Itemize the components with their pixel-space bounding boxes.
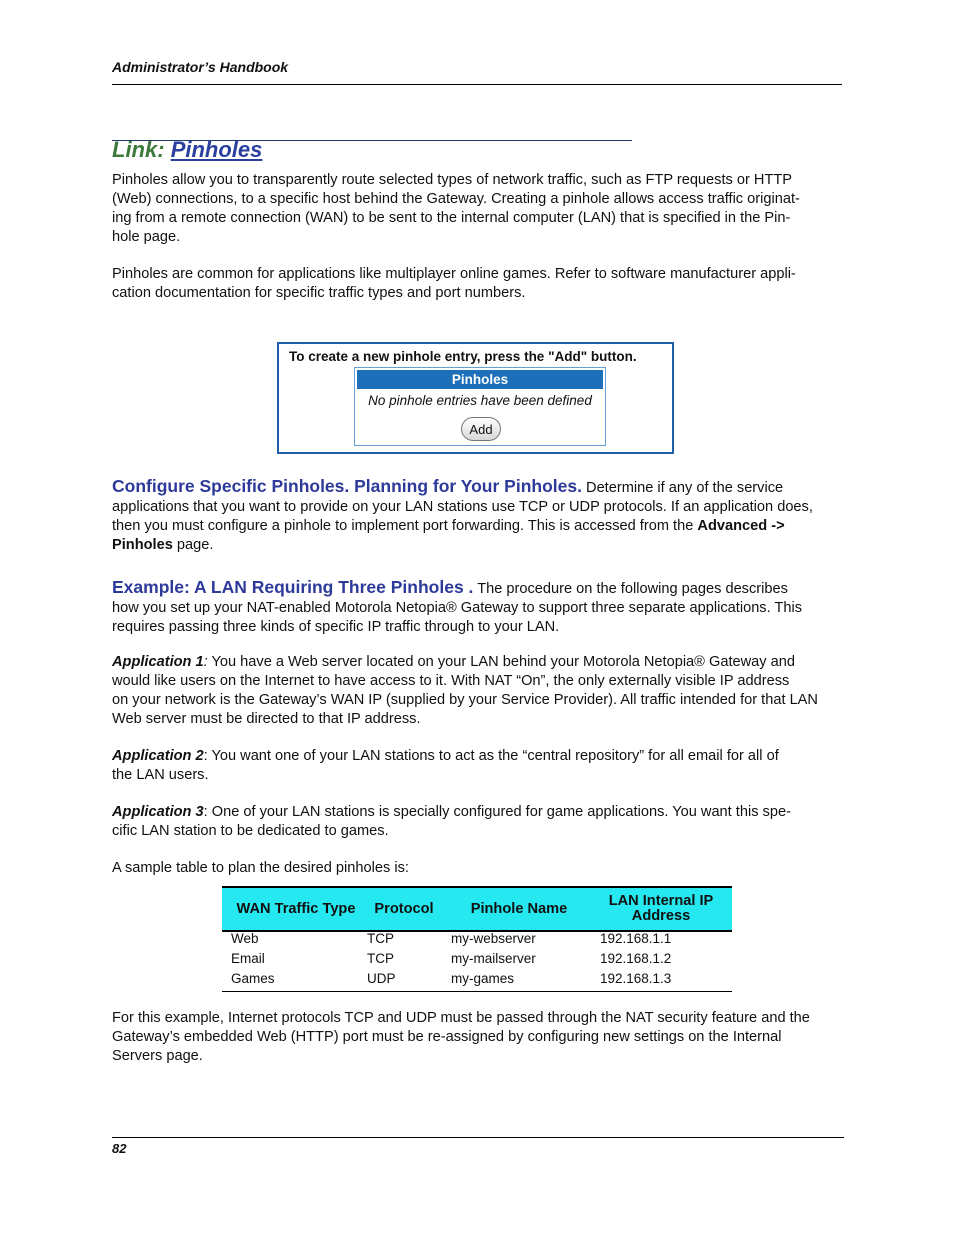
pinholes-table-header: Pinholes (357, 370, 603, 389)
application-1-paragraph: Application 1: You have a Web server located on your LAN behind your Motorola Netopia® Gateway and would like users on the Internet to have access to it. With NAT “On”, the only externally visible IP address on your network is the Gateway’s WAN IP (supplied by your Service Provider). All traffic intended for that LAN Web server must be directed to that IP address. (112, 654, 818, 727)
header-pinhole-name: Pinhole Name (470, 900, 568, 917)
configure-paragraph: Configure Specific Pinholes. Planning for Your Pinholes. Determine if any of the service applications that you want to provide on your LAN stations use TCP or UDP protocols. If an application does, then you must configure a pinhole to implement port forwarding. This is accessed from the Advanced -> Pinholes page. (112, 476, 813, 553)
application-3-paragraph: Application 3: One of your LAN stations is specially configured for game applications. You want this spe- cific LAN station to be dedicated to games. (112, 804, 791, 839)
no-entries-message: No pinhole entries have been defined (368, 393, 592, 408)
title-prefix: Link: (112, 137, 165, 162)
application-2-paragraph: Application 2: You want one of your LAN stations to act as the “central repository” for all email for all of the LAN users. (112, 748, 779, 783)
running-header: Administrator’s Handbook (112, 59, 289, 75)
add-button[interactable]: Add (461, 417, 501, 441)
panel-caption: To create a new pinhole entry, press the "Add" button. (289, 349, 637, 364)
intro-paragraph-2: Pinholes are common for applications like multiplayer online games. Refer to software manufacturer appli- cation documentation for specific traffic types and port numbers. (112, 266, 796, 301)
configure-heading: Configure Specific Pinholes. Planning for Your Pinholes. (112, 476, 582, 496)
table-header-row (222, 886, 732, 932)
table-bottom-rule (222, 991, 732, 992)
sample-table-intro: A sample table to plan the desired pinholes is: (112, 860, 409, 876)
footer-rule (112, 1137, 844, 1138)
title-link[interactable]: Pinholes (170, 137, 263, 162)
header-wan-traffic-type: WAN Traffic Type (236, 900, 356, 917)
section-title (112, 137, 262, 163)
header-lan-internal-ip: LAN Internal IP Address (608, 893, 714, 924)
header-rule (112, 84, 842, 85)
closing-paragraph: For this example, Internet protocols TCP and UDP must be passed through the NAT security feature and the Gateway’s embedded Web (HTTP) port must be re-assigned by configuring new settings on the Internal Servers page. (112, 1010, 810, 1064)
pinholes-panel (277, 342, 674, 454)
pinholes-table-box (354, 367, 606, 446)
example-paragraph: Example: A LAN Requiring Three Pinholes . The procedure on the following pages describes how you set up your NAT-enabled Motorola Netopia® Gateway to support three separate applications. This requires passing three kinds of specific IP traffic through to your LAN. (112, 577, 803, 635)
intro-paragraph-1: Pinholes allow you to transparently route selected types of network traffic, such as FTP requests or HTTP (Web) connections, to a specific host behind the Gateway. Creating a pinhole allows access traffic originat- ing from a remote connection (WAN) to be sent to the internal computer (LAN) that is specified in the Pin- hole page. (112, 172, 800, 245)
page-number: 82 (112, 1141, 127, 1156)
example-heading: Example: A LAN Requiring Three Pinholes . (112, 577, 474, 597)
header-protocol: Protocol (374, 900, 434, 917)
